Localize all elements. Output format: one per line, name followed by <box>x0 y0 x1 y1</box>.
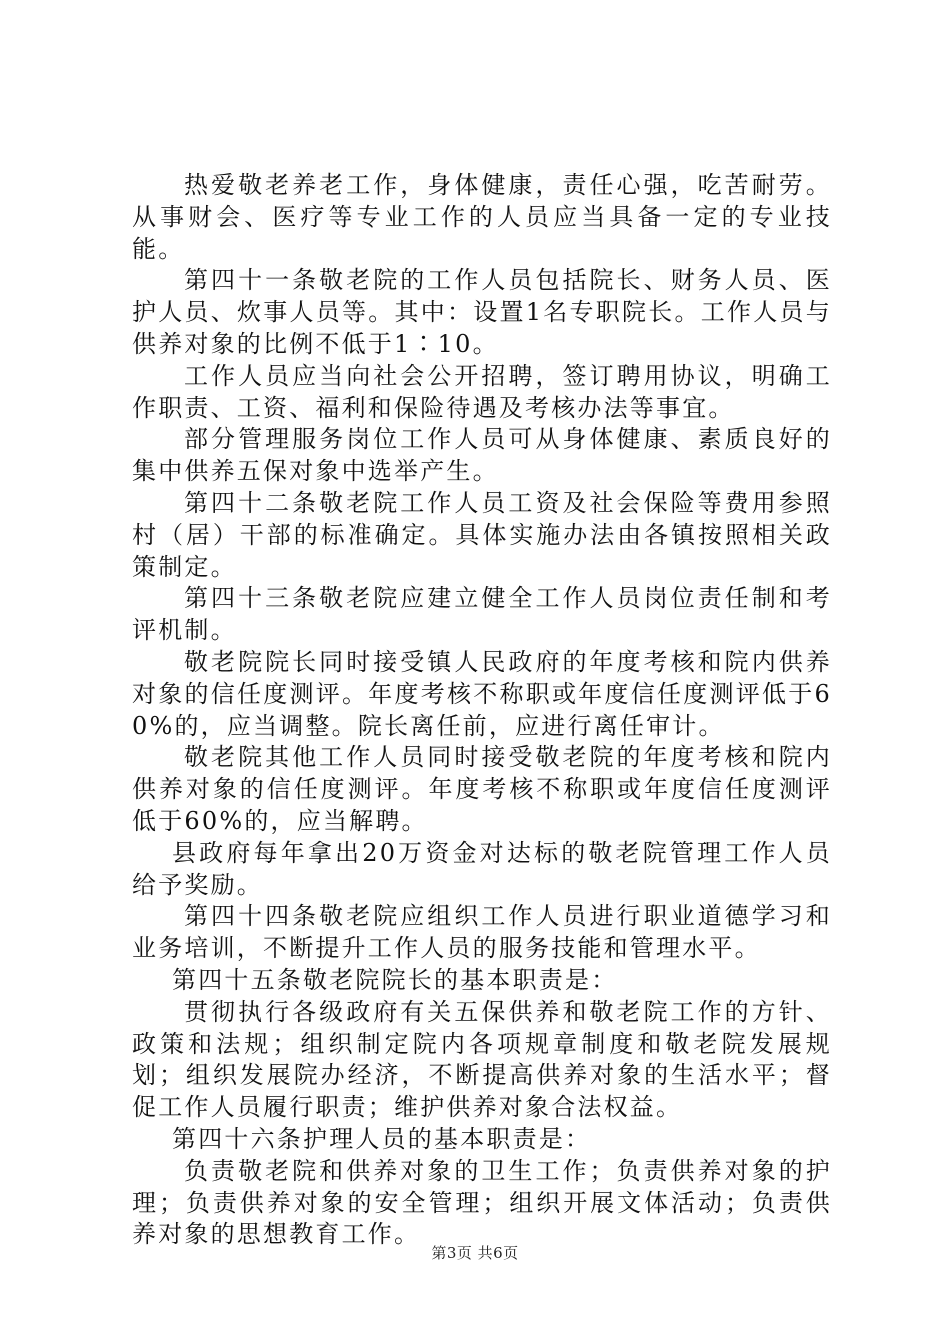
paragraph: 敬老院其他工作人员同时接受敬老院的年度考核和院内供养对象的信任度测评。年度考核不称职或年度信任度测评低于60%的，应当解聘。 <box>132 743 832 835</box>
paragraph: 贯彻执行各级政府有关五保供养和敬老院工作的方针、政策和法规；组织制定院内各项规章制度和敬老院发展规划；组织发展院办经济，不断提高供养对象的生活水平；督促工作人员履行职责；维护供养对象合法权益。 <box>132 997 832 1122</box>
paragraph: 第四十六条护理人员的基本职责是： <box>172 1124 592 1153</box>
paragraph: 敬老院院长同时接受镇人民政府的年度考核和院内供养对象的信任度测评。年度考核不称职或年度信任度测评低于60%的，应当调整。院长离任前，应进行离任审计。 <box>132 647 832 740</box>
paragraph: 部分管理服务岗位工作人员可从身体健康、素质良好的集中供养五保对象中选举产生。 <box>132 425 832 486</box>
paragraph: 负责敬老院和供养对象的卫生工作；负责供养对象的护理；负责供养对象的安全管理；组织开展文体活动；负责供养对象的思想教育工作。 <box>132 1156 832 1249</box>
page-number-footer: 第3页 共6页 <box>431 1244 519 1262</box>
paragraph: 第四十五条敬老院院长的基本职责是： <box>172 965 618 994</box>
paragraph: 第四十三条敬老院应建立健全工作人员岗位责任制和考评机制。 <box>132 584 832 645</box>
paragraph: 工作人员应当向社会公开招聘，签订聘用协议，明确工作职责、工资、福利和保险待遇及考核办法等事宜。 <box>132 361 832 422</box>
paragraph: 热爱敬老养老工作，身体健康，责任心强，吃苦耐劳。从事财会、医疗等专业工作的人员应当具备一定的专业技能。 <box>132 171 832 263</box>
paragraph: 第四十四条敬老院应组织工作人员进行职业道德学习和业务培训，不断提升工作人员的服务技能和管理水平。 <box>132 902 832 963</box>
paragraph: 县政府每年拿出20万资金对达标的敬老院管理工作人员给予奖励。 <box>132 838 832 899</box>
paragraph: 第四十一条敬老院的工作人员包括院长、财务人员、医护人员、炊事人员等。其中：设置1名专职院长。工作人员与供养对象的比例不低于1∶10。 <box>132 266 832 358</box>
document-body <box>132 170 832 1251</box>
paragraph: 第四十二条敬老院工作人员工资及社会保险等费用参照村（居）干部的标准确定。具体实施办法由各镇按照相关政策制定。 <box>132 488 832 581</box>
